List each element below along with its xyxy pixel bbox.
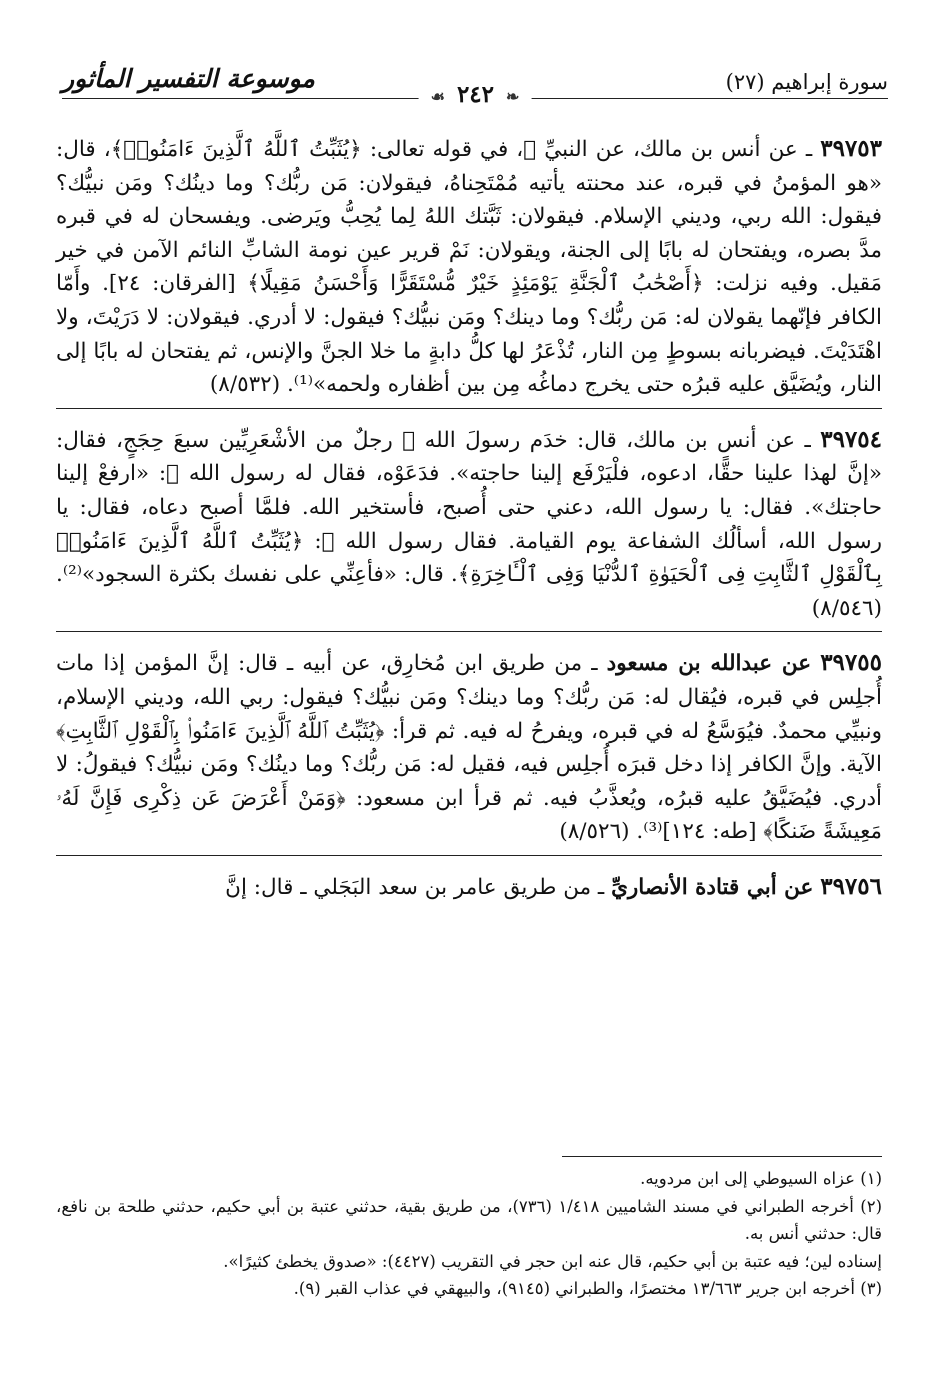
entry-text: ـ عن أنس بن مالك، قال: خدَم رسولَ الله ﷺ رجلٌ من الأشْعَرِيِّين سبعَ حِجَجٍ، فقال: «إنَّ لهذا علينا حقًّا، ادعوه، فلْيَرْفَع إلينا حاجته». فدَعَوْه، فقال له رسول الله ﷺ: «ارفعْ إلينا حاجتك». فقال: يا رسول الله، دعني حتى أُصبح، فأستخير الله. فلمَّا أصبح دعاه، فقال: يا رسول الله، أسألُك الشفاعة يوم القيامة. فقال رسول الله ﷺ: ﴿يُثَبِّتُ ٱللَّهُ ٱلَّذِينَ ءَامَنُوا۟ بِٱلْقَوْلِ ٱلثَّابِتِ فِى ٱلْحَيَوٰةِ ٱلدُّنْيَا وَفِى ٱلْـَٔاخِرَةِ﴾. قال: «فأعِنِّي على نفسك بكثرة السجود»⁽²⁾. (٨/٥٤٦): [56, 427, 882, 621]
surah-title: سورة إبراهيم (٢٧): [725, 70, 888, 94]
entry-text: ـ من طريق عامر بن سعد البَجَلي ـ قال: إنَّ: [225, 874, 605, 900]
page-number-block: [419, 81, 532, 108]
ornament-icon: ☙: [430, 87, 445, 106]
hadith-entry: [56, 870, 882, 905]
entry-text: ـ من طريق ابن مُخارِق، عن أبيه ـ قال: إنَّ المؤمن إذا مات أُجلِس في قبره، فيُقال له: مَن ربُّك؟ وما دينك؟ ومَن نبيُّك؟ فيقول: ربي الله، وديني الإسلام، ونبيِّي محمدٌ. فيُوَسَّعُ له في قبره، ويفرحُ له فيه. ثم قرأ: ﴿يُثَبِّتُ ٱللَّهُ ٱلَّذِينَ ءَامَنُوا۟ بِٱلْقَوْلِ ٱلثَّابِتِ﴾ الآية. وإنَّ الكافر إذا دخل قبرَه أُجلِس فيه، فقيل له: مَن ربُّك؟ وما دينُك؟ ومَن نبيُّك؟ فيقولُ: لا أدري. فيُضَيَّقُ عليه قبرُه، ويُعذَّبُ فيه. ثم قرأ ابن مسعود: ﴿وَمَنْ أَعْرَضَ عَن ذِكْرِى فَإِنَّ لَهُۥ مَعِيشَةً ضَنكًا﴾ [طه: ١٢٤]⁽³⁾. (٨/٥٢٦): [56, 651, 882, 845]
page-number: ٢٤٢: [456, 81, 494, 108]
entry-number: ٣٩٧٥٥: [820, 649, 882, 677]
entry-narrator: عن عبدالله بن مسعود: [606, 651, 812, 677]
ornament-icon: ❧: [506, 87, 520, 106]
footnote: (١) عزاه السيوطي إلى ابن مردويه.: [640, 1169, 882, 1188]
footnote-rule: [562, 1156, 882, 1157]
entry-narrator: عن أبي قتادة الأنصاريِّ: [611, 874, 814, 900]
entry-number: ٣٩٧٥٦: [820, 872, 882, 900]
entry-text: ـ عن أنس بن مالك، عن النبيِّ ﷺ، في قوله تعالى: ﴿يُثَبِّتُ ٱللَّهُ ٱلَّذِينَ ءَامَنُوا۟﴾، قال: «هو المؤمنُ في قبره، عند محنته يأتيه مُمْتَحِناهُ، فيقولان: مَن ربُّك؟ وما دينُك؟ ومَن نبيُّك؟ فيقول: الله ربي، وديني الإسلام. فيقولان: ثَبَّتك اللهُ لِما يُحِبُّ ويَرضى. ويفسحان له في قبره مدَّ بصره، ويفتحان له بابًا إلى الجنة، ويقولان: نَمْ قرير عين نومة الشابِّ النائم الآمن في خير مَقيل. وفيه نزلت: ﴿أَصْحَٰبُ ٱلْجَنَّةِ يَوْمَئِذٍ خَيْرٌ مُّسْتَقَرًّا وَأَحْسَنُ مَقِيلًا﴾ [الفرقان: ٢٤]. وأَمّا الكافر فإنّهما يقولان له: مَن ربُّك؟ وما دينك؟ ومَن نبيُّك؟ فيقول: لا أدري. فيقولان: لا دَرَيْتَ، ولا اهْتَدَيْتَ. فيضربانه بسوطٍ مِن النار، تُذْعَرُ لها كلُّ دابةٍ ما خلا الجنَّ والإنس، ثم يفتحان له بابًا إلى النار، ويُضَيَّق عليه قبرُه حتى يخرج دماغُه مِن بين أظفاره ولحمه»⁽¹⁾. (٨/٥٣٢): [56, 137, 883, 398]
hadith-entry: [56, 423, 882, 633]
running-header: [62, 58, 888, 106]
entry-number: ٣٩٧٥٣: [820, 135, 882, 162]
entry-number: ٣٩٧٥٤: [820, 425, 882, 453]
encyclopedia-title: موسوعة التفسير المأثور: [62, 64, 315, 93]
footnote: (٣) أخرجه ابن جرير ١٣/٦٦٣ مختصرًا، والطبراني (٩١٤٥)، والبيهقي في عذاب القبر (٩).: [293, 1279, 882, 1298]
hadith-entry: [56, 646, 882, 856]
hadith-entry: [56, 132, 882, 409]
footnote: (٢) أخرجه الطبراني في مسند الشاميين ١/٤١٨ (٧٣٦)، من طريق بقية، حدثني عتبة بن أبي حكيم، حدثني طلحة بن نافع، قال: حدثني أنس به.: [56, 1196, 882, 1243]
footnote: إسناده لين؛ فيه عتبة بن أبي حكيم، قال عنه ابن حجر في التقريب (٤٤٢٧): «صدوق يخطئ كثيرًا».: [223, 1251, 882, 1271]
main-text: [56, 132, 882, 904]
footnotes: [56, 1165, 882, 1303]
